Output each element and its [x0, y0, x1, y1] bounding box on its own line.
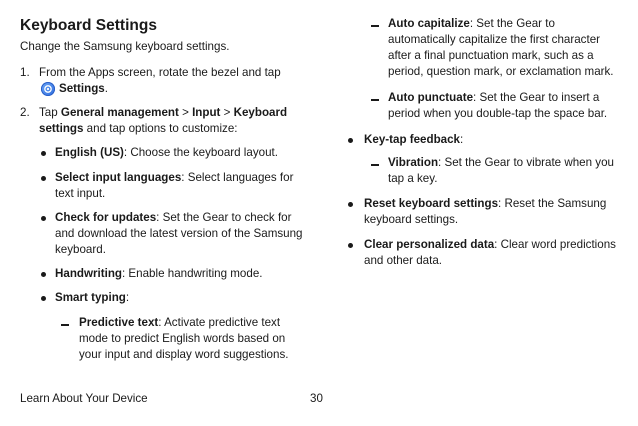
select-languages-line2: text input.: [55, 187, 106, 200]
select-languages-label: Select input languages: [55, 171, 182, 184]
vibration-label: Vibration: [388, 156, 439, 169]
bullet: [41, 296, 46, 301]
key-tap-item: [364, 132, 463, 148]
bullet: [41, 151, 46, 156]
predictive-line2: mode to predict English words based on: [79, 332, 286, 345]
clear-line2: and other data.: [364, 254, 442, 267]
step-2-line2: [39, 121, 237, 137]
check-updates-text: : Set the Gear to check for: [156, 211, 292, 224]
vibration-text: : Set the Gear to vibrate when you: [438, 156, 614, 169]
clear-label: Clear personalized data: [364, 238, 495, 251]
tap-word: Tap: [39, 106, 61, 119]
predictive-label: Predictive text: [79, 316, 159, 329]
dash: [371, 25, 379, 27]
dash: [371, 164, 379, 166]
general-management-label: General management: [60, 106, 179, 119]
bullet: [41, 216, 46, 221]
settings-word: settings: [39, 122, 84, 135]
input-label: Input: [192, 106, 221, 119]
handwriting-label: Handwriting: [55, 267, 122, 280]
auto-punctuate-label: Auto punctuate: [388, 91, 474, 104]
step-1-period: .: [104, 82, 108, 95]
check-updates-item: [55, 210, 291, 226]
step-1-settings: [59, 81, 108, 97]
english-item: [55, 145, 278, 161]
smart-typing-colon: :: [125, 291, 130, 304]
predictive-text: : Activate predictive text: [158, 316, 281, 329]
auto-punctuate-text: : Set the Gear to insert a: [473, 91, 600, 104]
settings-label: Settings: [59, 82, 105, 95]
english-label: English (US): [55, 146, 124, 159]
dash: [61, 324, 69, 326]
separator: >: [178, 106, 193, 119]
auto-capitalize-line4: period, question mark, or exclamation mark.: [388, 65, 614, 78]
reset-text: : Reset the Samsung: [498, 197, 607, 210]
clear-text: : Clear word predictions: [494, 238, 616, 251]
reset-label: Reset keyboard settings: [364, 197, 499, 210]
page-title: Keyboard Settings: [20, 17, 157, 34]
step-2-number: 2.: [20, 106, 30, 119]
bullet: [41, 272, 46, 277]
step-1-number: 1.: [20, 66, 30, 79]
select-languages-text: : Select languages for: [181, 171, 294, 184]
footer-section: Learn About Your Device: [20, 392, 148, 405]
dash: [371, 99, 379, 101]
reset-item: [364, 196, 606, 212]
auto-capitalize-item: [388, 16, 555, 32]
select-languages-item: [55, 170, 293, 186]
check-updates-line3: keyboard.: [55, 243, 106, 256]
predictive-line3: your input and display word suggestions.: [79, 348, 289, 361]
handwriting-text: : Enable handwriting mode.: [121, 267, 263, 280]
auto-punctuate-item: [388, 90, 599, 106]
auto-punctuate-line2: period when you double-tap the space bar.: [388, 107, 608, 120]
predictive-item: [79, 315, 280, 331]
key-tap-label: Key-tap feedback: [364, 133, 461, 146]
gear-icon: [41, 82, 55, 96]
keyboard-label: Keyboard: [233, 106, 288, 119]
reset-line2: keyboard settings.: [364, 213, 459, 226]
check-updates-line2: and download the latest version of the Samsung: [55, 227, 303, 240]
auto-capitalize-label: Auto capitalize: [388, 17, 470, 30]
handwriting-item: [55, 266, 263, 282]
step-2-rest: and tap options to customize:: [83, 122, 238, 135]
bullet: [348, 138, 353, 143]
intro-text: Change the Samsung keyboard settings.: [20, 40, 230, 53]
vibration-line2: tap a key.: [388, 172, 438, 185]
vibration-item: [388, 155, 614, 171]
smart-typing-label: Smart typing: [55, 291, 126, 304]
check-updates-label: Check for updates: [55, 211, 157, 224]
step-1-text: From the Apps screen, rotate the bezel and tap: [39, 66, 281, 79]
bullet: [41, 176, 46, 181]
auto-capitalize-line3: after a final punctuation mark, such as a: [388, 49, 594, 62]
auto-capitalize-text: : Set the Gear to: [469, 17, 555, 30]
clear-item: [364, 237, 616, 253]
page-number: 30: [310, 392, 323, 405]
key-tap-colon: :: [460, 133, 464, 146]
smart-typing-item: [55, 290, 129, 306]
bullet: [348, 202, 353, 207]
bullet: [348, 243, 353, 248]
auto-capitalize-line2: automatically capitalize the first character: [388, 33, 600, 46]
english-text: : Choose the keyboard layout.: [123, 146, 278, 159]
separator: >: [220, 106, 234, 119]
step-2-line1: [39, 105, 287, 121]
